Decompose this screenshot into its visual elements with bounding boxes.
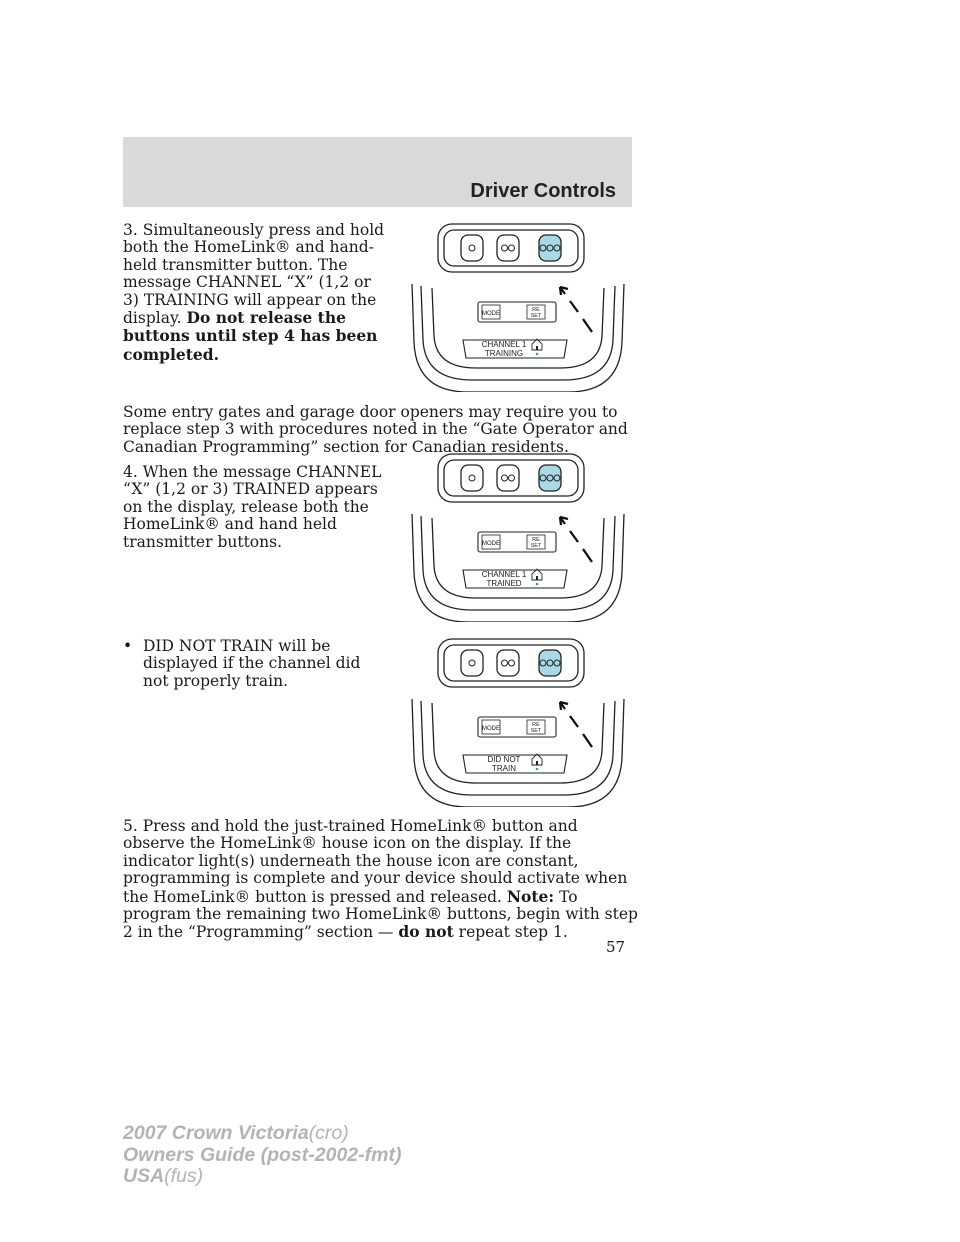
svg-text:MODE: MODE xyxy=(482,541,500,547)
step-5-note-text: To program the remaining two HomeLink® buttons, begin with step 2 in the “Programming” section — xyxy=(123,887,638,942)
house-icon xyxy=(532,569,542,585)
svg-text:RE: RE xyxy=(532,722,540,728)
step-5-emphasis: do not xyxy=(398,922,454,942)
footer-region-code: (fus) xyxy=(164,1165,204,1187)
figure-did-not-train xyxy=(408,637,632,807)
homelink-button-3-highlighted xyxy=(539,650,561,676)
svg-text:TRAINED: TRAINED xyxy=(486,579,522,588)
svg-text:SET: SET xyxy=(530,313,542,319)
footer xyxy=(123,1123,401,1188)
note-label: Note: xyxy=(506,886,555,906)
header-band xyxy=(123,137,632,207)
svg-text:CHANNEL 1: CHANNEL 1 xyxy=(481,340,527,349)
svg-text:SET: SET xyxy=(530,543,542,549)
house-icon xyxy=(532,754,542,770)
bullet-mark: • xyxy=(123,637,133,655)
footer-model-code: (cro) xyxy=(308,1122,349,1144)
page-number: 57 xyxy=(606,938,626,956)
pointer-arrow xyxy=(560,702,592,747)
svg-text:TRAIN: TRAIN xyxy=(492,764,516,773)
svg-text:RE: RE xyxy=(532,537,540,543)
section-title: Driver Controls xyxy=(470,180,616,202)
pointer-arrow xyxy=(560,517,592,562)
step-3-text: 3. Simultaneously press and hold both the HomeLink® and hand-held transmitter button. The message CHANNEL “X” (1,2 or 3) TRAINING will appear on the display. xyxy=(123,221,385,328)
figure-channel-training xyxy=(408,222,632,392)
svg-text:RE: RE xyxy=(532,307,540,313)
svg-text:MODE: MODE xyxy=(482,726,500,732)
homelink-diagram-training xyxy=(408,222,632,392)
homelink-button-1 xyxy=(461,650,483,676)
house-icon xyxy=(532,339,542,355)
step-5-paragraph xyxy=(123,818,638,942)
svg-text:DID NOT: DID NOT xyxy=(487,755,521,764)
bullet-text: DID NOT TRAIN will be displayed if the channel did not properly train. xyxy=(143,637,361,690)
step-3-paragraph xyxy=(123,222,388,364)
bullet-item xyxy=(123,638,388,690)
svg-text:MODE: MODE xyxy=(482,311,500,317)
svg-text:SET: SET xyxy=(530,728,542,734)
gate-operator-note: Some entry gates and garage door openers may require you to replace step 3 with procedures noted in the “Gate Operator and Canadian Programming” section for Canadian residents. xyxy=(123,403,628,456)
homelink-button-1 xyxy=(461,465,483,491)
footer-region: USA xyxy=(123,1165,165,1187)
step-3-warning: Do not release the buttons until step 4 has been completed. xyxy=(123,308,378,364)
svg-text:CHANNEL 1: CHANNEL 1 xyxy=(481,570,527,579)
pointer-arrow xyxy=(560,287,592,332)
step-5-text: 5. Press and hold the just-trained HomeLink® button and observe the HomeLink® house icon on the display. If the indicator light(s) underneath the house icon are constant, programming is complete and your device should activate when the HomeLink® button is pressed and released. xyxy=(123,817,628,906)
step-4-paragraph: 4. When the message CHANNEL “X” (1,2 or 3) TRAINED appears on the display, release both the HomeLink® and hand held transmitter buttons. xyxy=(123,463,382,551)
homelink-button-1 xyxy=(461,235,483,261)
homelink-diagram-did-not-train xyxy=(408,637,632,807)
footer-model: 2007 Crown Victoria xyxy=(123,1122,309,1144)
figure-channel-trained xyxy=(408,452,632,622)
homelink-diagram-trained xyxy=(408,452,632,622)
step-5-end: repeat step 1. xyxy=(453,923,568,942)
footer-guide: Owners Guide (post-2002-fmt) xyxy=(123,1143,402,1166)
homelink-button-3-highlighted xyxy=(539,235,561,261)
homelink-button-3-highlighted xyxy=(539,465,561,491)
svg-text:TRAINING: TRAINING xyxy=(484,349,524,358)
